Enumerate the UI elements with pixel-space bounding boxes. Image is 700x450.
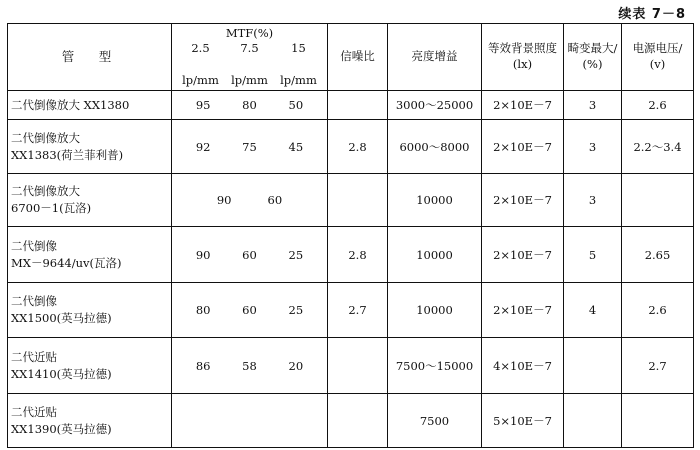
- cell-distortion: 5: [564, 227, 622, 283]
- cell-gain: 10000: [388, 283, 482, 338]
- cell-snr: 2.8: [328, 120, 388, 174]
- header-mtf-title: MTF(%): [225, 25, 274, 40]
- cell-tube-type: 二代近贴 XX1390(英马拉德): [8, 394, 172, 448]
- cell-ebi: 2×10E－7: [482, 120, 564, 174]
- cell-voltage: [622, 394, 694, 448]
- cell-voltage: 2.65: [622, 227, 694, 283]
- header-snr: 信噪比: [328, 24, 388, 91]
- cell-ebi: 4×10E－7: [482, 338, 564, 394]
- cell-gain: 6000～8000: [388, 120, 482, 174]
- cell-voltage: [622, 174, 694, 227]
- cell-snr: 2.8: [328, 227, 388, 283]
- cell-ebi: 2×10E－7: [482, 283, 564, 338]
- cell-voltage: 2.6: [622, 91, 694, 120]
- cell-mtf: [172, 394, 328, 448]
- cell-distortion: 3: [564, 91, 622, 120]
- cell-tube-type: 二代倒像放大 XX1383(荷兰菲利普): [8, 120, 172, 174]
- table-row: [8, 120, 694, 174]
- cell-gain: 7500～15000: [388, 338, 482, 394]
- cell-mtf: 86 58 20: [172, 338, 328, 394]
- cell-gain: 3000～25000: [388, 91, 482, 120]
- cell-distortion: [564, 394, 622, 448]
- cell-distortion: 3: [564, 120, 622, 174]
- table-row: [8, 227, 694, 283]
- cell-snr: [328, 338, 388, 394]
- cell-voltage: 2.2～3.4: [622, 120, 694, 174]
- cell-mtf: 92 75 45: [172, 120, 328, 174]
- header-gain: 亮度增益: [388, 24, 482, 91]
- header-mtf-freqs: [172, 41, 327, 88]
- cell-distortion: 3: [564, 174, 622, 227]
- cell-mtf: 95 80 50: [172, 91, 328, 120]
- table-row: [8, 338, 694, 394]
- cell-voltage: 2.6: [622, 283, 694, 338]
- table-caption: 续表 7－8: [618, 7, 686, 22]
- cell-mtf: 80 60 25: [172, 283, 328, 338]
- spec-table: [7, 23, 694, 448]
- cell-ebi: 2×10E－7: [482, 227, 564, 283]
- cell-gain: 10000: [388, 227, 482, 283]
- cell-snr: 2.7: [328, 283, 388, 338]
- header-distortion: 畸变最大/ (%): [564, 24, 622, 91]
- cell-tube-type: 二代倒像 MX－9644/uv(瓦洛): [8, 227, 172, 283]
- cell-ebi: 5×10E－7: [482, 394, 564, 448]
- cell-mtf: 90 60: [172, 174, 328, 227]
- cell-snr: [328, 174, 388, 227]
- cell-tube-type: 二代倒像 XX1500(英马拉德): [8, 283, 172, 338]
- header-mtf: [172, 24, 328, 91]
- table-row: [8, 174, 694, 227]
- header-mtf-freq-0: 2.5 lp/mm: [182, 41, 219, 87]
- cell-snr: [328, 91, 388, 120]
- header-ebi: 等效背景照度 (lx): [482, 24, 564, 91]
- cell-tube-type: 二代近贴 XX1410(英马拉德): [8, 338, 172, 394]
- cell-distortion: 4: [564, 283, 622, 338]
- table-row: [8, 91, 694, 120]
- cell-ebi: 2×10E－7: [482, 174, 564, 227]
- cell-gain: 10000: [388, 174, 482, 227]
- cell-tube-type: 二代倒像放大 6700－1(瓦洛): [8, 174, 172, 227]
- cell-gain: 7500: [388, 394, 482, 448]
- header-voltage: 电源电压/ (v): [622, 24, 694, 91]
- cell-voltage: 2.7: [622, 338, 694, 394]
- cell-distortion: [564, 338, 622, 394]
- header-tube-type: 管 型: [8, 24, 172, 91]
- header-row: [8, 24, 694, 91]
- cell-snr: [328, 394, 388, 448]
- cell-tube-type: 二代倒像放大 XX1380: [8, 91, 172, 120]
- cell-mtf: 90 60 25: [172, 227, 328, 283]
- header-mtf-freq-2: 15 lp/mm: [280, 41, 317, 87]
- cell-ebi: 2×10E－7: [482, 91, 564, 120]
- table-row: [8, 394, 694, 448]
- table-row: [8, 283, 694, 338]
- header-mtf-freq-1: 7.5 lp/mm: [231, 41, 268, 87]
